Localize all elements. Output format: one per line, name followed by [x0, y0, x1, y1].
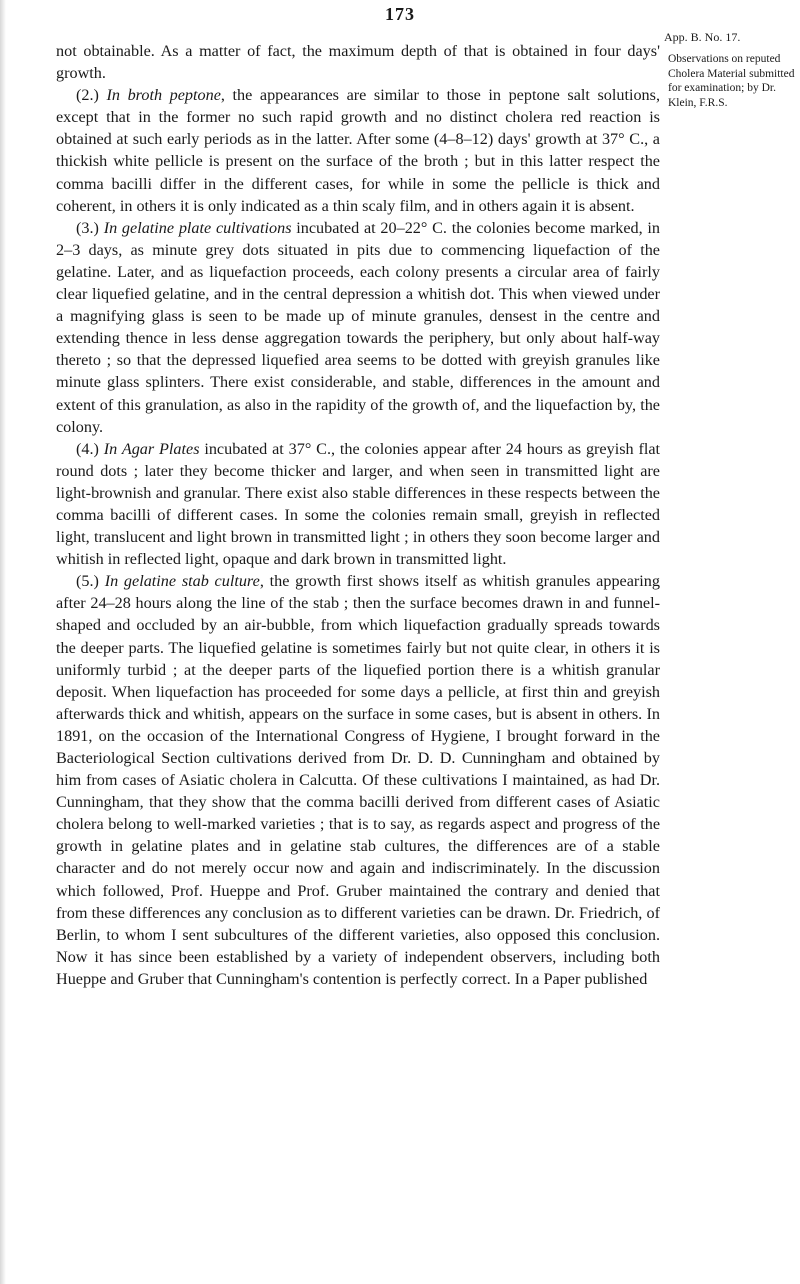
- text-run: , the appearances are similar to those in peptone salt solutions, except that in the former no such rapid growth and no distinct cholera red reaction is obtained at such early periods as in the latter. After some (4–8–12) days' growth at 37° C., a thickish white pellicle is present on the surface of the broth ; but in this latter respect the comma bacilli differ in the different cases, for while in some the pellicle is thick and coherent, in others it is only indicated as a thin scaly film, and in others again it is absent.: [56, 86, 660, 215]
- margin-note: Observations on reputed Cholera Material submitted for examination; by Dr. Klein, F.R.S.: [668, 53, 795, 109]
- text-run: , the growth first shows itself as whitish granules appearing after 24–28 hours along the line of the stab ; then the surface becomes drawn in and funnel-shaped and occluded by an air-bubble, from which liquefaction gradually spreads towards the deeper parts. The liquefied gelatine is sometimes fairly but not quite clear, in others it is uniformly turbid ; at the deeper parts of the liquefied portion there is a whitish granular deposit. When liquefaction has proceeded for some days a pellicle, at first thin and greyish afterwards thick and whitish, appears on the surface in some cases, but is absent in others. In 1891, on the occasion of the International Congress of Hygiene, I brought forward in the Bacteriological Section cultivations derived from Dr. D. D. Cunningham and obtained by him from cases of Asiatic cholera in Calcutta. Of these cultivations I maintained, as had Dr. Cunningham, that they show that the comma bacilli derived from different cases of Asiatic cholera belong to well-marked varieties ; that is to say, as regards aspect and progress of the growth in gelatine plates and in gelatine stab cultures, the differences are of a stable character and do not merely occur now and again and indiscriminately. In the discussion which followed, Prof. Hueppe and Prof. Gruber maintained the contrary and denied that from these differences any conclusion as to different varieties can be drawn. Dr. Friedrich, of Berlin, to whom I sent subcultures of the different varieties, also opposed this conclusion. Now it has since been established by a variety of independent observers, including both Hueppe and Gruber that Cunningham's contention is perfectly correct. In a Paper published: [56, 572, 660, 988]
- text-run: (5.): [76, 572, 105, 591]
- paragraph: [56, 40, 660, 84]
- paragraph: [56, 84, 660, 217]
- italic-run: In broth peptone: [106, 86, 221, 105]
- text-run: incubated at 20–22° C. the colonies become marked, in 2–3 days, as minute grey dots situated in pits due to commencing liquefaction of the gelatine. Later, and as liquefaction proceeds, each colony presents a circular area of fairly clear liquefied gelatine, and in the central depression a whitish dot. This when viewed under a magnifying glass is seen to be made up of minute granules, densest in the centre and extending thence in less dense aggregation towards the periphery, but only about half-way thereto ; so that the depressed liquefied area seems to be dotted with greyish granules like minute glass splinters. There exist considerable, and stable, differences in the amount and extent of this granulation, as also in the rapidity of the growth of, and the liquefaction by, the colony.: [56, 218, 661, 436]
- italic-run: In gelatine plate cultivations: [103, 218, 292, 237]
- text-run: (2.): [76, 86, 107, 105]
- italic-run: In Agar Plates: [103, 439, 200, 458]
- appendix-reference: App. B. No. 17.: [664, 30, 741, 44]
- paragraph: [56, 438, 660, 571]
- text-run: (4.): [76, 439, 104, 458]
- paragraph: [56, 570, 660, 990]
- text-run: not obtainable. As a matter of fact, the maximum depth of that is obtained in four days' growth.: [56, 42, 660, 83]
- page-number: 173: [385, 4, 415, 24]
- body-text: [56, 40, 660, 990]
- text-run: incubated at 37° C., the colonies appear after 24 hours as greyish flat round dots ; later they become thicker and larger, and when seen in transmitted light are light-brownish and granular. There exist also stable differences in these respects between the comma bacilli of different cases. In some the colonies remain small, greyish in reflected light, translucent and light brown in transmitted light ; in others they soon become larger and whitish in reflected light, opaque and dark brown in transmitted light.: [56, 439, 661, 569]
- paragraph: [56, 217, 660, 438]
- text-run: (3.): [76, 218, 104, 237]
- italic-run: In gelatine stab culture: [104, 572, 260, 591]
- scan-edge-shadow: [0, 0, 6, 1284]
